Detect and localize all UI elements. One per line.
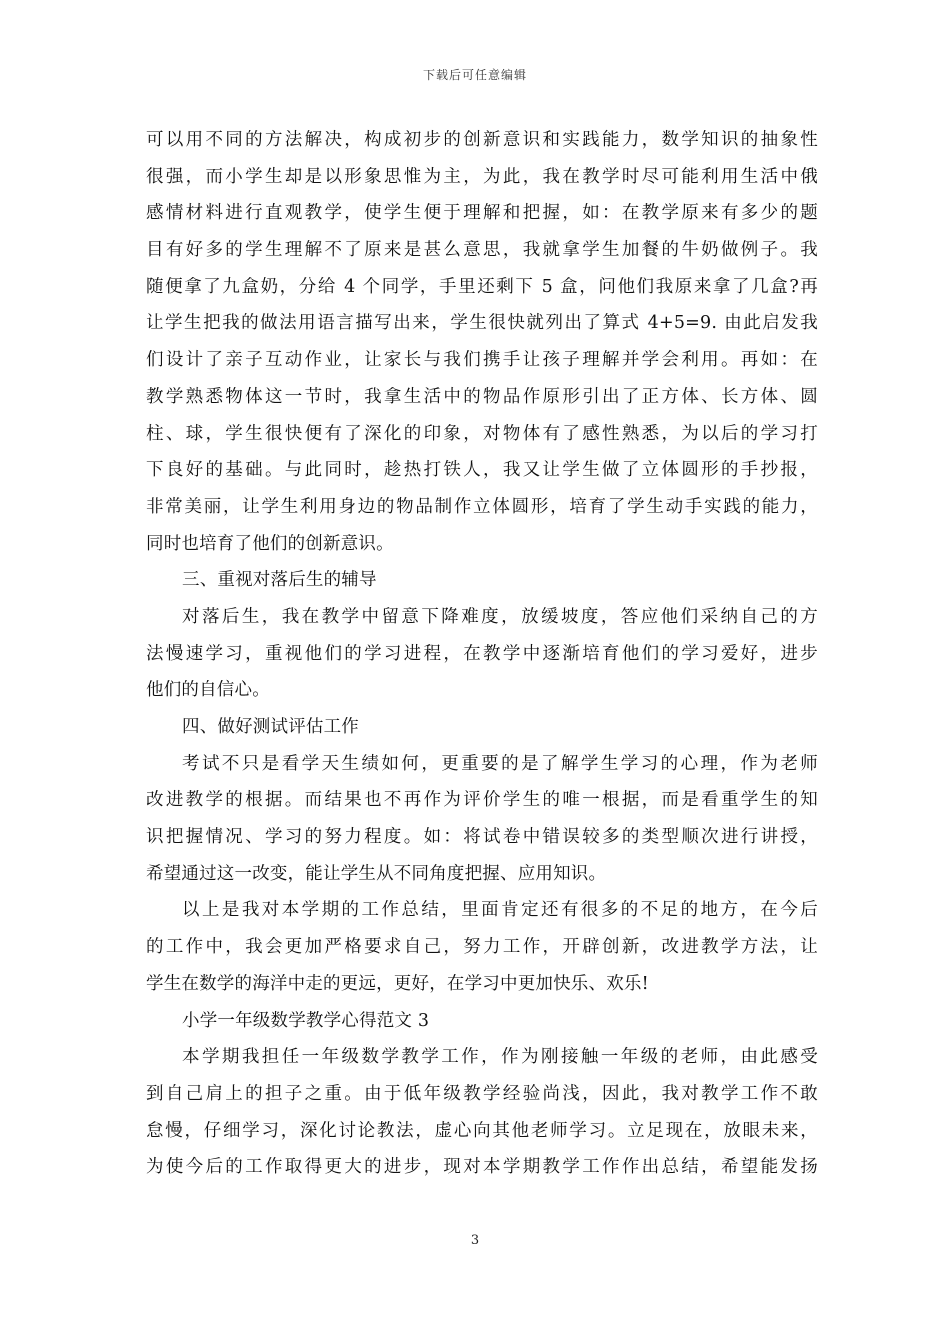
text-line: 同时也培育了他们的创新意识。 bbox=[146, 533, 394, 554]
text-line: 学生在数学的海洋中走的更远，更好，在学习中更加快乐、欢乐! bbox=[146, 973, 649, 994]
page-number: 3 bbox=[470, 1233, 480, 1248]
text-line: 非常美丽，让学生利用身边的物品制作立体圆形，培育了学生动手实践的能力， bbox=[146, 496, 818, 517]
document-body bbox=[146, 122, 818, 1186]
paragraph-first-line: 本学期我担任一年级数学教学工作，作为刚接触一年级的老师，由此感受 bbox=[182, 1047, 818, 1068]
text-line: 识把握情况、学习的努力程度。如：将试卷中错误较多的类型顺次进行讲授， bbox=[146, 827, 818, 848]
page-header: 下载后可任意编辑 bbox=[422, 68, 527, 82]
text-line: 可以用不同的方法解决，构成初步的创新意识和实践能力，数学知识的抽象性 bbox=[146, 130, 818, 150]
section-heading: 四、做好测试评估工作 bbox=[182, 717, 359, 737]
paragraph-first-line: 以上是我对本学期的工作总结，里面肯定还有很多的不足的地方，在今后 bbox=[182, 900, 818, 921]
section-heading: 三、重视对落后生的辅导 bbox=[182, 570, 377, 591]
text-line: 让学生把我的做法用语言描写出来，学生很快就列出了算式 4+5=9. 由此启发我 bbox=[146, 313, 818, 334]
text-line: 为使今后的工作取得更大的进步，现对本学期教学工作作出总结，希望能发扬 bbox=[146, 1157, 818, 1178]
text-line: 柱、球，学生很快便有了深化的印象，对物体有了感性熟悉，为以后的学习打 bbox=[146, 423, 818, 444]
text-line: 们设计了亲子互动作业，让家长与我们携手让孩子理解并学会利用。再如：在 bbox=[146, 350, 818, 371]
text-line: 下良好的基础。与此同时，趁热打铁人，我又让学生做了立体圆形的手抄报， bbox=[146, 460, 818, 481]
text-line: 他们的自信心。 bbox=[146, 680, 270, 701]
text-line: 教学熟悉物体这一节时，我拿生活中的物品作原形引出了正方体、长方体、圆 bbox=[146, 386, 818, 407]
text-line: 随便拿了九盒奶，分给 4 个同学，手里还剩下 5 盒，问他们我原来拿了几盒?再 bbox=[146, 276, 818, 297]
text-line: 怠慢，仔细学习，深化讨论教法，虚心向其他老师学习。立足现在，放眼未来， bbox=[146, 1120, 818, 1141]
text-line: 的工作中，我会更加严格要求自己，努力工作，开辟创新，改进教学方法，让 bbox=[146, 937, 818, 958]
text-line: 感情材料进行直观教学，使学生便于理解和把握，如：在教学原来有多少的题 bbox=[146, 203, 818, 224]
text-line: 到自己肩上的担子之重。由于低年级教学经验尚浅，因此，我对教学工作不敢 bbox=[146, 1083, 818, 1104]
text-line: 很强，而小学生却是以形象思惟为主，为此，我在教学时尽可能利用生活中俄 bbox=[146, 166, 818, 187]
paragraph-first-line: 对落后生，我在教学中留意下降难度，放缓坡度，答应他们采纳自己的方 bbox=[182, 606, 818, 627]
text-line: 希望通过这一改变，能让学生从不同角度把握、应用知识。 bbox=[146, 863, 607, 884]
text-line: 目有好多的学生理解不了原来是甚么意思，我就拿学生加餐的牛奶做例子。我 bbox=[146, 240, 818, 261]
text-line: 法慢速学习，重视他们的学习进程，在教学中逐渐培育他们的学习爱好，进步 bbox=[146, 643, 818, 664]
text-line: 改进教学的根据。而结果也不再作为评价学生的唯一根据，而是看重学生的知 bbox=[146, 790, 818, 811]
paragraph-first-line: 考试不只是看学天生绩如何，更重要的是了解学生学习的心理，作为老师 bbox=[182, 753, 818, 774]
article-title: 小学一年级数学教学心得范文 3 bbox=[182, 1010, 430, 1031]
